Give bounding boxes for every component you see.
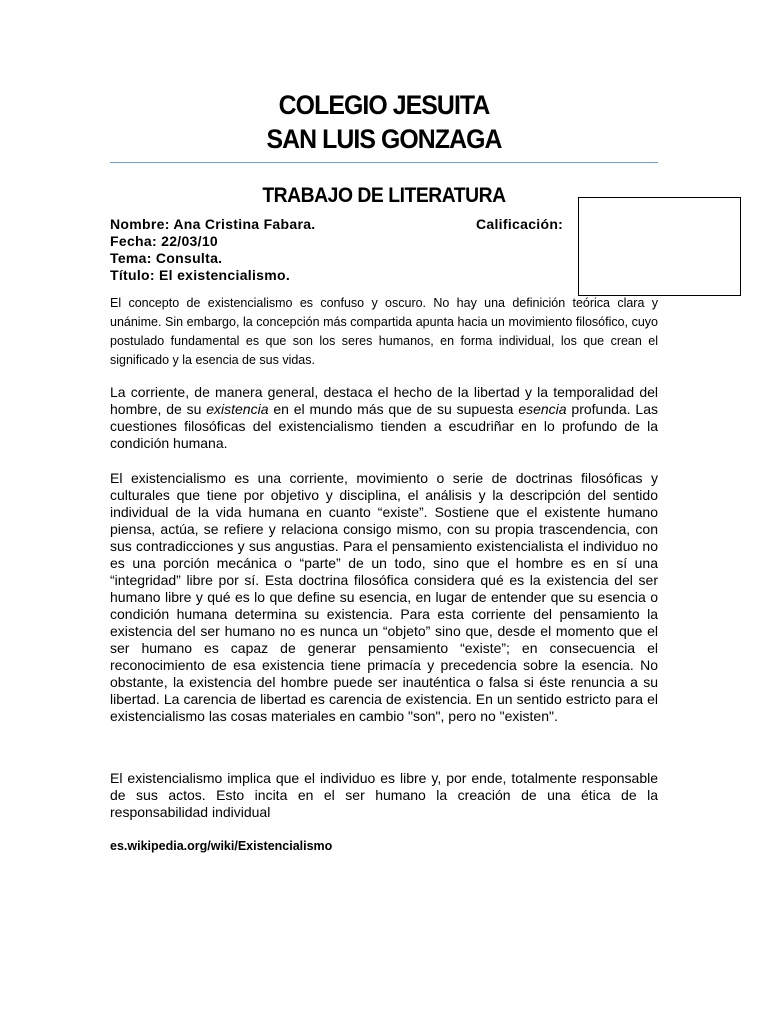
paragraph-2 — [110, 384, 658, 452]
paragraph-4: El existencialismo implica que el individuo es libre y, por ende, totalmente responsable de sus actos. Esto incita en el ser humano la creación de una ética de la responsabilidad individual — [110, 770, 658, 820]
title-row: Título: El existencialismo. — [110, 267, 291, 283]
emphasis-esencia: esencia — [518, 401, 567, 417]
student-name: Nombre: Ana Cristina Fabara. — [110, 216, 316, 232]
source-reference: es.wikipedia.org/wiki/Existencialismo — [110, 839, 333, 853]
emphasis-existencia: existencia — [206, 401, 269, 417]
topic-row: Tema: Consulta. — [110, 250, 223, 266]
student-info — [110, 216, 580, 284]
paragraph-2-part-a: La corriente, de manera general, destaca el hecho de la libertad y la temporalidad del hombre, de su — [110, 384, 658, 417]
school-title-line-1: COLEGIO JESUITA — [278, 90, 490, 120]
assignment-title: TRABAJO DE LITERATURA — [262, 184, 506, 207]
paragraph-1: El concepto de existencialismo es confuso y oscuro. No hay una definición teórica clara y unánime. Sin embargo, la concepción más compartida apunta hacia un movimiento filosófico, cuyo postulado fundamental es que son los seres humanos, en forma individual, los que crean el significado y la esencia de sus vidas. — [110, 296, 658, 367]
paragraph-3: El existencialismo es una corriente, movimiento o serie de doctrinas filosóficas y culturales que tiene por objetivo y disciplina, el análisis y la descripción del sentido individual de la vida humana en cuanto “existe”. Sostiene que el existente humano piensa, actúa, se refiere y relaciona consigo mismo, con su propia trascendencia, con sus contradicciones y sus angustias. Para el pensamiento existencialista el individuo no es una porción mecánica o “parte” de un todo, sino que el hombre es en sí una “integridad” libre por sí. Esta doctrina filosófica considera qué es la existencia del ser humano libre y qué es lo que define su esencia, en lugar de entender que su esencia o condición humana determina su existencia. Para esta corriente del pensamiento la existencia del ser humano no es nunca un “objeto” sino que, desde el momento que el ser humano es capaz de generar pensamiento “existe”; en consecuencia el reconocimiento de esa existencia tiene primacía y precedencia sobre la esencia. No obstante, la existencia del hombre puede ser inauténtica o falsa si éste renuncia a su libertad. La carencia de libertad es carencia de existencia. En un sentido estricto para el existencialismo las cosas materiales en cambio "son", pero no "existen". — [110, 470, 658, 724]
grade-box — [578, 197, 741, 296]
header-divider — [110, 162, 658, 163]
grade-label: Calificación: — [476, 216, 564, 232]
paragraph-2-part-b: en el mundo más que de su supuesta — [268, 401, 519, 417]
school-title — [132, 88, 636, 156]
paragraph-2-part-c: profunda. Las cuestiones filosóficas del existencialismo tienden a escudriñar en lo profundo de la condición humana. — [110, 401, 658, 451]
name-row — [110, 216, 580, 233]
school-title-line-2: SAN LUIS GONZAGA — [266, 124, 502, 154]
date-row: Fecha: 22/03/10 — [110, 233, 219, 249]
